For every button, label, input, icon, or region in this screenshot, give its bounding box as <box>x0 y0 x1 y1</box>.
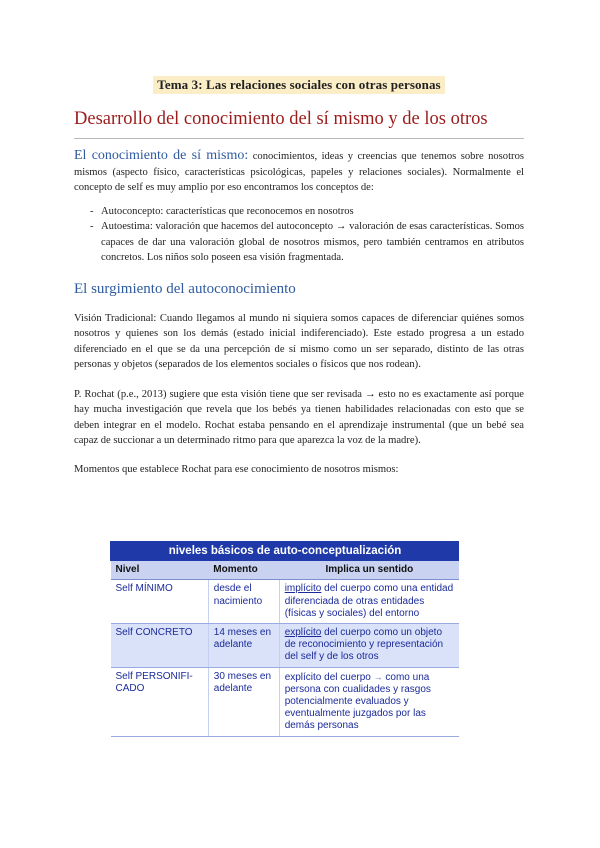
cell-moment: desde el nacimiento <box>208 580 279 624</box>
sense-keyword: explícito del cuerpo <box>284 671 371 683</box>
sense-text: del cuerpo como una entidad diferenciada de otras entidades (físicas y sociales) del entorno <box>284 583 454 619</box>
cell-sense <box>279 667 458 736</box>
document-page <box>74 0 524 477</box>
bullet-dash: - <box>90 205 94 217</box>
table-title-row <box>111 542 459 561</box>
table-header-row <box>111 561 459 580</box>
table-row <box>111 624 459 668</box>
arrow-icon: → <box>373 671 383 682</box>
topic-title: Tema 3: Las relaciones sociales con otras personas <box>153 76 444 94</box>
topic-title-row <box>74 76 524 98</box>
main-heading: Desarrollo del conocimiento del sí mismo y de los otros <box>74 109 488 129</box>
heading-divider <box>74 138 524 139</box>
table-row <box>111 580 459 624</box>
cell-moment: 30 meses en adelante <box>208 667 279 736</box>
cell-level: Self PERSONIFI-CADO <box>111 667 209 736</box>
sense-keyword: implícito <box>284 583 322 595</box>
cell-level: Self CONCRETO <box>111 624 209 668</box>
list-item-text: Autoestima: valoración que hacemos del autoconcepto → valoración de esas características. Somos capaces de dar una valoración global de nosotros mismos, pero también centramos en atributos concretos. Los niños solo poseen esa visión fragmentada. <box>101 221 524 263</box>
table-title: niveles básicos de auto-conceptualización <box>111 542 459 561</box>
section2-heading: El surgimiento del autoconocimiento <box>74 280 296 297</box>
section1-heading: El conocimiento de sí mismo: <box>74 148 249 163</box>
traditional-view-paragraph: Visión Tradicional: Cuando llegamos al mundo ni siquiera somos capaces de diferenciar quiénes somos nosotros y quienes son los demás (estado inicial indiferenciado). Este estado progresa a un estado diferenciado en el que se da una percepción de sí mismo como un ser separado, distinto de las otras personas y objetos (separados de los elementos sociales o físicos que nos rodean). <box>74 312 524 370</box>
levels-table <box>110 541 459 737</box>
cell-sense <box>279 624 458 668</box>
header-moment: Momento <box>208 561 279 580</box>
list-item <box>74 219 524 266</box>
section1-paragraph <box>74 148 524 196</box>
concept-list <box>74 204 524 266</box>
section1-text: conocimientos, ideas y creencias que tenemos sobre nosotros mismos (aspecto físico, características psicológicas, papeles y relaciones sociales). Normalmente el concepto de self es muy amplio por eso encontramos los conceptos de: <box>74 151 524 193</box>
sense-text: del cuerpo como un objeto de reconocimiento y representación del self y de los otros <box>284 627 444 663</box>
cell-level: Self MÍNIMO <box>111 580 209 624</box>
cell-moment: 14 meses en adelante <box>208 624 279 668</box>
list-item <box>74 204 524 220</box>
bullet-dash: - <box>90 221 94 232</box>
header-level: Nivel <box>111 561 209 580</box>
table-row <box>111 667 459 736</box>
list-item-text: Autoconcepto: características que reconocemos en nosotros <box>101 205 354 217</box>
sense-text: como una persona con cualidades y rasgos potencialmente evaluados y eventualmente juzgados por las demás personas <box>284 671 431 732</box>
sense-keyword: explícito <box>284 627 322 639</box>
moments-intro-paragraph: Momentos que establece Rochat para ese conocimiento de nosotros mismos: <box>74 463 399 475</box>
cell-sense <box>279 580 458 624</box>
rochat-paragraph: P. Rochat (p.e., 2013) sugiere que esta visión tiene que ser revisada → esto no es exactamente así porque hay mucha investigación que revela que los bebés ya tienen habilidades relacionadas con esto que se deben integrar en el modelo. Rochat estaba pensando en el aprendizaje instrumental (que un bebé sea capaz de succionar a un determinado ritmo para que aparezca la voz de la madre). <box>74 388 524 446</box>
header-sense: Implica un sentido <box>279 561 458 580</box>
